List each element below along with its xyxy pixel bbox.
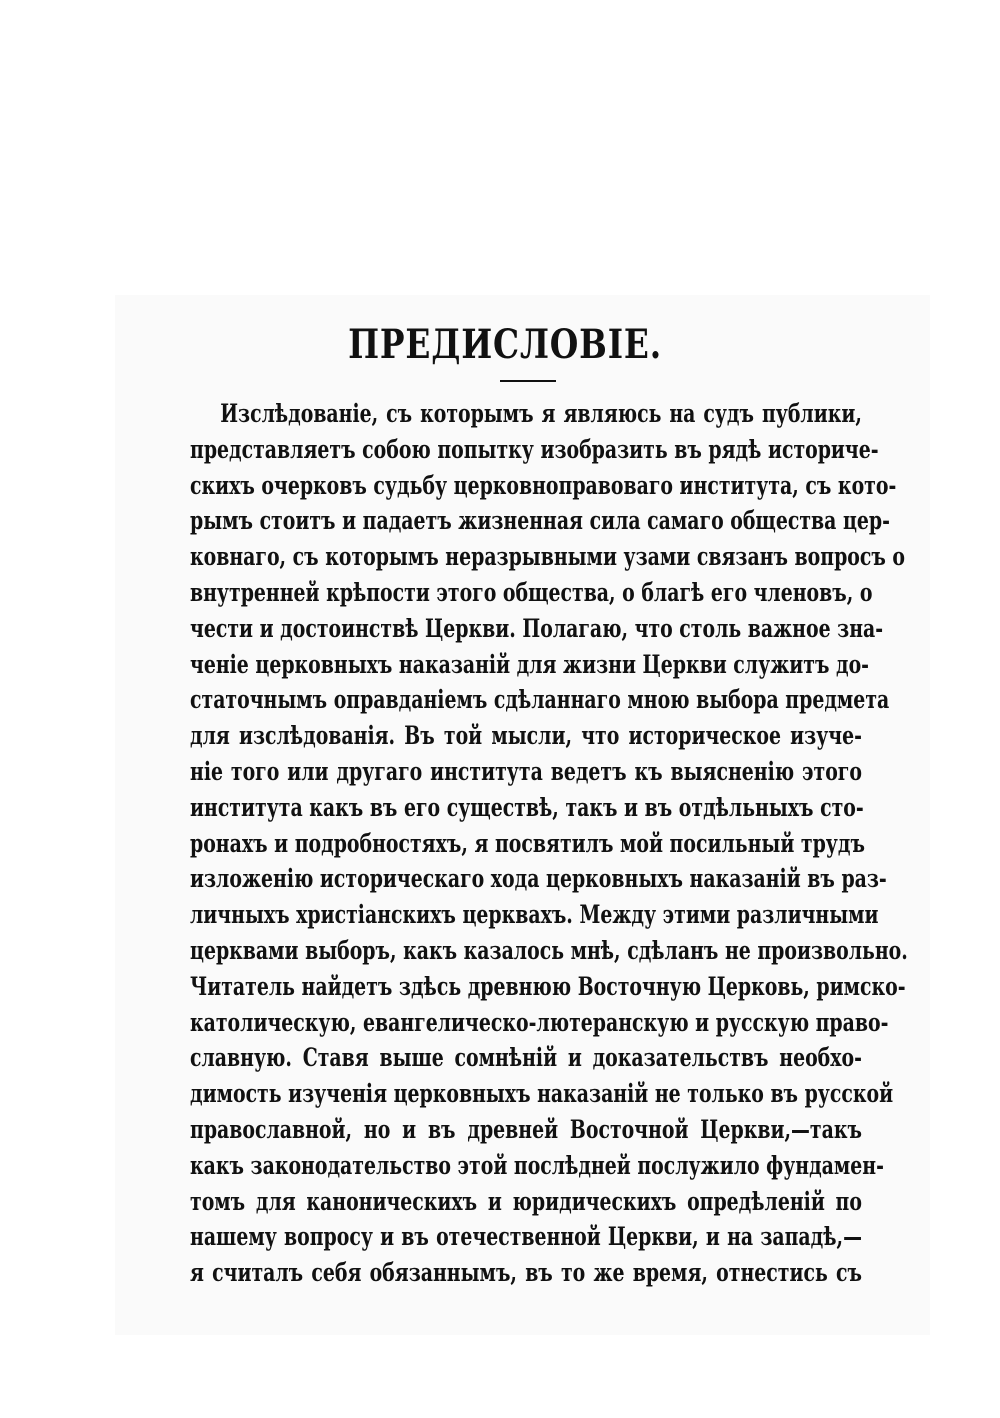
text-line: католическую, евангелическо-лютеранскую и русскую право- [190, 1007, 889, 1037]
text-line: церквами выборъ, какъ казалось мнѣ, сдѣланъ не произвольно. [190, 935, 908, 965]
text-line: рымъ стоитъ и падаетъ жизненная сила самаго общества цер- [190, 506, 890, 536]
text-line: ніе того или другаго института ведетъ къ выясненію этого [190, 756, 862, 786]
text-line: нашему вопросу и въ отечественной Церкви, и на западѣ,— [190, 1222, 862, 1252]
title-divider [500, 380, 556, 382]
text-line: славную. Ставя выше сомнѣній и доказательствъ необхо- [190, 1043, 862, 1073]
text-line: православной, но и въ древней Восточной Церкви,—такъ [190, 1114, 862, 1144]
text-line: статочнымъ оправданіемъ сдѣланнаго мною выбора предмета [190, 685, 890, 715]
text-line: ковнаго, съ которымъ неразрывными узами связанъ вопросъ о [190, 542, 905, 572]
page-title: ПРЕДИСЛОВІЕ. [348, 321, 662, 368]
text-line: чести и достоинствѣ Церкви. Полагаю, что столь важное зна- [190, 613, 884, 643]
text-line: изложенію историческаго хода церковныхъ наказаній въ раз- [190, 864, 887, 894]
preface-body [190, 396, 908, 1291]
text-line: ченіе церковныхъ наказаній для жизни Церкви служитъ до- [190, 649, 870, 679]
text-line: представляетъ собою попытку изобразить въ рядѣ историче- [190, 434, 879, 464]
text-line: томъ для каноническихъ и юридическихъ опредѣленій по [190, 1186, 862, 1216]
text-line: для изслѣдованія. Въ той мысли, что историческое изуче- [190, 721, 862, 751]
text-line: Изслѣдованіе, съ которымъ я являюсь на судъ публики, [220, 399, 862, 428]
text-line: какъ законодательство этой послѣдней послужило фундамен- [190, 1150, 884, 1180]
text-line: Читатель найдетъ здѣсь древнюю Восточную Церковь, римско- [190, 971, 906, 1001]
text-line: личныхъ христіанскихъ церквахъ. Между этими различными [190, 900, 879, 930]
text-line: я считалъ себя обязаннымъ, въ то же время, отнестись съ [190, 1258, 862, 1288]
text-line: скихъ очерковъ судьбу церковноправоваго института, съ кото- [190, 470, 897, 500]
text-line: димость изученія церковныхъ наказаній не только въ русской [190, 1079, 894, 1109]
text-line: ронахъ и подробностяхъ, я посвятилъ мой посильный трудъ [190, 828, 865, 858]
text-line: внутренней крѣпости этого общества, о благѣ его членовъ, о [190, 577, 873, 607]
text-line: института какъ въ его существѣ, такъ и въ отдѣльныхъ сто- [190, 792, 864, 822]
